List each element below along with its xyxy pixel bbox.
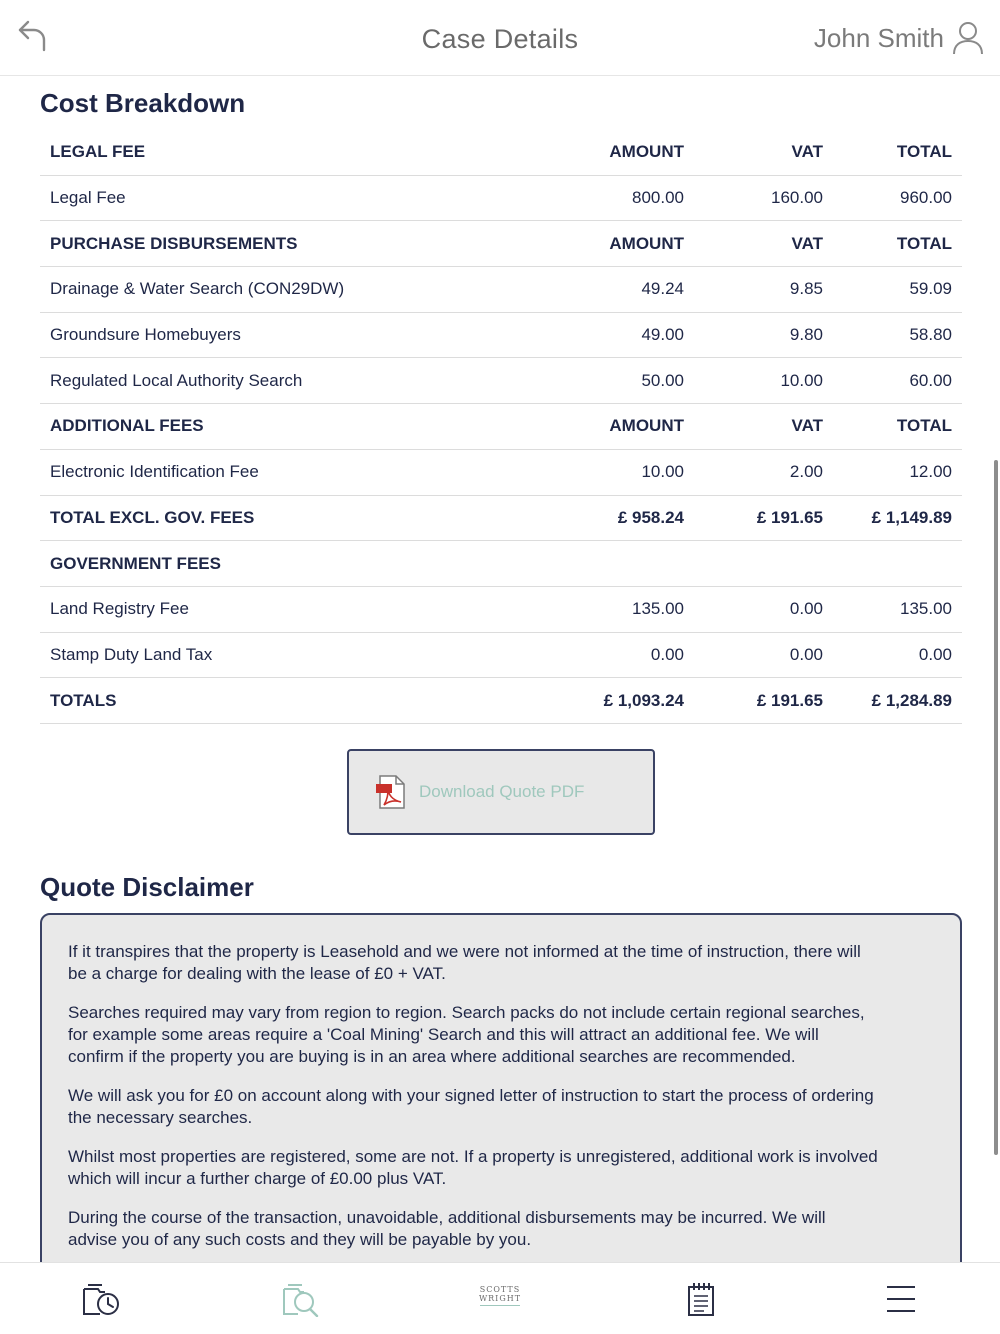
table-row — [40, 358, 962, 404]
user-profile-button[interactable] — [814, 18, 984, 58]
row-amount: £ 1,093.24 — [603, 690, 684, 710]
row-amount: AMOUNT — [609, 416, 684, 436]
row-label: Legal Fee — [50, 188, 126, 208]
page-title: Case Details — [421, 24, 579, 54]
row-total: TOTAL — [896, 233, 952, 253]
row-total: 12.00 — [909, 462, 952, 482]
row-vat: VAT — [791, 233, 823, 253]
disclaimer-paragraph: Searches required may vary from region to region. Search packs do not include certain regional searches, for example some areas require a 'Coal Mining' Search and this will attract an additional fee. We will confirm if the property you are buying is in an area where additional searches are recommended. — [68, 1003, 865, 1066]
table-row — [40, 313, 962, 359]
table-row — [40, 176, 962, 222]
nav-menu[interactable] — [879, 1277, 923, 1321]
cost-breakdown-table — [40, 130, 962, 724]
case-history-icon — [80, 1281, 120, 1317]
brand-underline — [480, 1305, 520, 1306]
table-row — [40, 678, 962, 724]
row-amount: 0.00 — [650, 644, 684, 664]
case-search-icon — [280, 1281, 320, 1317]
row-label: Groundsure Homebuyers — [50, 325, 241, 345]
row-total: 60.00 — [909, 370, 952, 390]
row-total: 58.80 — [909, 325, 952, 345]
table-row — [40, 221, 962, 267]
disclaimer-paragraph: If it transpires that the property is Leasehold and we were not informed at the time of instruction, there will be a charge for dealing with the lease of £0 + VAT. — [68, 942, 861, 983]
row-label: LEGAL FEE — [50, 142, 146, 162]
row-label: Stamp Duty Land Tax — [50, 644, 213, 664]
row-amount: 50.00 — [641, 370, 684, 390]
row-label: PURCHASE DISBURSEMENTS — [50, 233, 298, 253]
cost-breakdown-title: Cost Breakdown — [40, 88, 246, 118]
row-vat: 2.00 — [789, 462, 823, 482]
menu-icon — [886, 1284, 916, 1314]
row-label: ADDITIONAL FEES — [50, 416, 204, 436]
row-vat: VAT — [791, 416, 823, 436]
app-header — [0, 0, 1000, 76]
row-total: £ 1,284.89 — [871, 690, 952, 710]
nav-notepad[interactable] — [679, 1277, 723, 1321]
row-vat: VAT — [791, 142, 823, 162]
user-name: John Smith — [813, 22, 944, 53]
row-total: TOTAL — [896, 416, 952, 436]
disclaimer-paragraph: During the course of the transaction, unavoidable, additional disbursements may be incurred. We will advise you of any such costs and they will be payable by you. — [68, 1208, 826, 1249]
row-amount: 800.00 — [632, 188, 684, 208]
pdf-icon — [375, 775, 407, 809]
row-vat: 160.00 — [771, 188, 823, 208]
row-total: 135.00 — [900, 599, 952, 619]
download-label: Download Quote PDF — [419, 782, 585, 801]
row-total: 0.00 — [918, 644, 952, 664]
table-row — [40, 587, 962, 633]
row-total: TOTAL — [896, 142, 952, 162]
table-row — [40, 633, 962, 679]
row-total: £ 1,149.89 — [871, 507, 952, 527]
scrollbar[interactable] — [994, 460, 998, 1155]
table-row — [40, 267, 962, 313]
row-label: TOTALS — [50, 690, 117, 710]
brand-line-2: WRIGHT — [478, 1294, 522, 1303]
table-row — [40, 450, 962, 496]
table-row — [40, 404, 962, 450]
table-row — [40, 496, 962, 542]
row-label: GOVERNMENT FEES — [50, 553, 221, 573]
table-row — [40, 130, 962, 176]
row-amount: AMOUNT — [609, 233, 684, 253]
row-vat: 0.00 — [789, 599, 823, 619]
row-label: TOTAL EXCL. GOV. FEES — [50, 507, 255, 527]
user-icon — [952, 20, 984, 56]
row-vat: 9.85 — [789, 279, 823, 299]
row-total: 960.00 — [900, 188, 952, 208]
row-label: Electronic Identification Fee — [50, 462, 259, 482]
nav-case-history[interactable] — [78, 1277, 122, 1321]
row-vat: 9.80 — [789, 325, 823, 345]
row-amount: £ 958.24 — [617, 507, 684, 527]
table-row — [40, 541, 962, 587]
bottom-nav — [0, 1262, 1000, 1334]
row-vat: £ 191.65 — [756, 690, 823, 710]
notepad-icon — [686, 1281, 716, 1317]
disclaimer-paragraph: We will ask you for £0 on account along with your signed letter of instruction to start the process of ordering the necessary searches. — [68, 1086, 874, 1127]
row-label: Land Registry Fee — [50, 599, 189, 619]
row-amount: 135.00 — [632, 599, 684, 619]
row-vat: 0.00 — [789, 644, 823, 664]
row-amount: 49.24 — [641, 279, 684, 299]
row-label: Drainage & Water Search (CON29DW) — [50, 279, 345, 299]
row-vat: £ 191.65 — [756, 507, 823, 527]
row-total: 59.09 — [909, 279, 952, 299]
download-quote-pdf-button[interactable] — [347, 749, 655, 835]
row-amount: 10.00 — [641, 462, 684, 482]
row-label: Regulated Local Authority Search — [50, 370, 303, 390]
brand-logo[interactable] — [470, 1285, 530, 1313]
disclaimer-paragraph: Whilst most properties are registered, some are not. If a property is unregistered, additional work is involved which will incur a further charge of £0.00 plus VAT. — [68, 1147, 878, 1188]
row-amount: AMOUNT — [609, 142, 684, 162]
quote-disclaimer-title: Quote Disclaimer — [40, 872, 254, 902]
nav-case-search[interactable] — [278, 1277, 322, 1321]
brand-line-1: SCOTTS — [479, 1285, 521, 1294]
row-vat: 10.00 — [780, 370, 823, 390]
row-amount: 49.00 — [641, 325, 684, 345]
